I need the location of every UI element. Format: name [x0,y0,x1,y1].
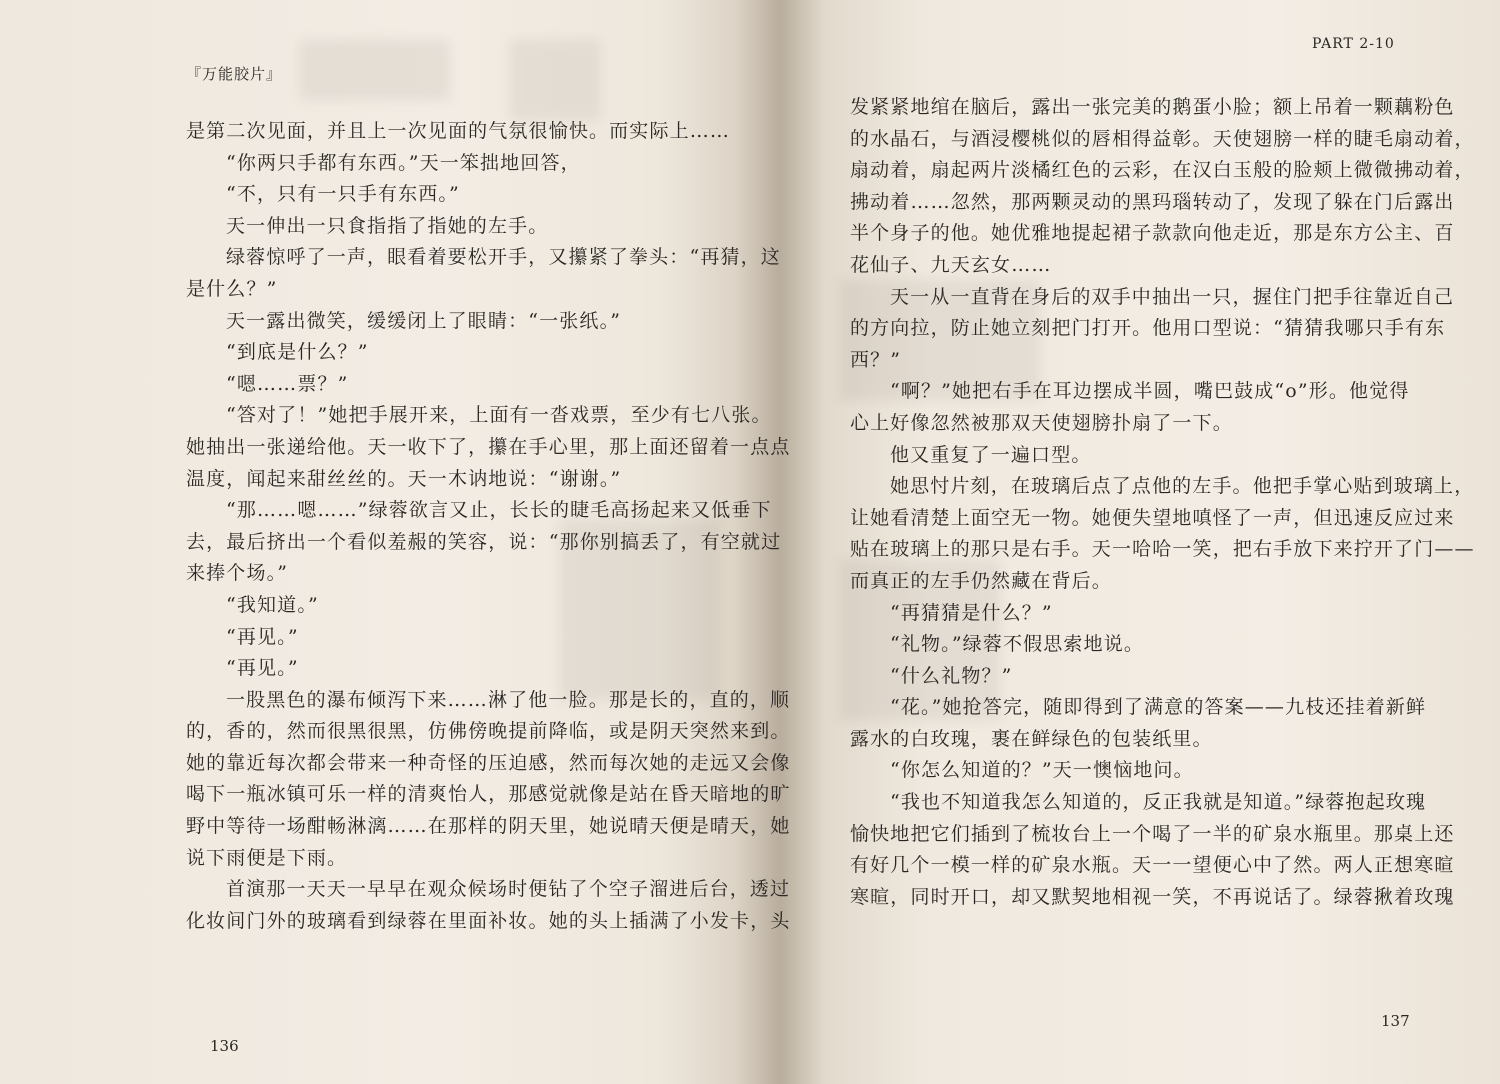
text-line: 天一伸出一只食指指了指她的左手。 [226,214,549,237]
page-number-left: 136 [210,1037,239,1055]
text-line: 半个身子的他。她优雅地提起裙子款款向他走近，那是东方公主、百 [850,222,1455,245]
text-line: “再猜猜是什么？” [890,601,1053,624]
text-line: 贴在玻璃上的那只是右手。天一哈哈一笑，把右手放下来拧开了门—— [850,538,1475,561]
show-through-shadow [510,40,600,120]
text-line: “再见。” [226,625,299,648]
text-line: 西？” [850,348,902,371]
text-line: 是什么？” [186,277,278,300]
text-line: 愉快地把它们插到了梳妆台上一个喝了一半的矿泉水瓶里。那桌上还 [850,822,1455,845]
text-line: 天一露出微笑，缓缓闭上了眼睛：“一张纸。” [226,309,622,332]
text-line: 去，最后挤出一个看似羞赧的笑容，说：“那你别搞丢了，有空就过 [186,530,782,553]
text-line: 她的靠近每次都会带来一种奇怪的压迫感，然而每次她的走远又会像 [186,751,791,774]
text-line: “答对了！”她把手展开来，上面有一沓戏票，至少有七八张。 [226,404,772,427]
text-line: 来捧个场。” [186,562,289,585]
text-line: 寒暄，同时开口，却又默契地相视一笑，不再说话了。绿蓉揪着玫瑰 [850,885,1455,908]
text-line: 扇动着，扇起两片淡橘红色的云彩，在汉白玉般的脸颊上微微拂动着， [850,159,1475,182]
text-line: “我也不知道我怎么知道的，反正我就是知道。”绿蓉抱起玫瑰 [890,791,1427,814]
text-line: 有好几个一模一样的矿泉水瓶。天一一望便心中了然。两人正想寒暄 [850,854,1455,877]
text-line: “啊？”她把右手在耳边摆成半圆，嘴巴鼓成“o”形。他觉得 [890,380,1410,403]
text-line: 绿蓉惊呼了一声，眼看着要松开手，又攥紧了拳头：“再猜，这 [226,246,781,269]
text-line: 说下雨便是下雨。 [186,846,348,869]
text-line: 的，香的，然而很黑很黑，仿佛傍晚提前降临，或是阴天突然来到。 [186,720,791,743]
text-line: 而真正的左手仍然藏在背后。 [850,569,1112,592]
text-line: 他又重复了一遍口型。 [890,443,1092,466]
text-line: “嗯……票？” [226,372,349,395]
text-line: 首演那一天天一早早在观众候场时便钻了个空子溜进后台，透过 [226,878,791,901]
text-line: 发紧紧地绾在脑后，露出一张完美的鹅蛋小脸；额上吊着一颗藕粉色 [850,96,1455,118]
text-line: 露水的白玫瑰，裹在鲜绿色的包装纸里。 [850,727,1213,750]
running-head-left: 『万能胶片』 [186,65,283,83]
right-page-text [850,92,1475,913]
text-line: “我知道。” [226,593,319,616]
text-line: 花仙子、九天玄女…… [850,253,1052,276]
text-line: 让她看清楚上面空无一物。她便失望地嗔怪了一声，但迅速反应过来 [850,506,1455,529]
text-line: 是第二次见面，并且上一次见面的气氛很愉快。而实际上…… [186,120,731,142]
running-head-right: PART 2-10 [1312,36,1395,52]
text-line: 的水晶石，与酒浸樱桃似的唇相得益彰。天使翅膀一样的睫毛扇动着， [850,127,1475,150]
text-line: 野中等待一场酣畅淋漓……在那样的阴天里，她说晴天便是晴天，她 [186,815,791,838]
page-number-right: 137 [1381,1012,1410,1030]
text-line: 天一从一直背在身后的双手中抽出一只，握住门把手往靠近自己 [890,285,1455,308]
text-line: 她抽出一张递给他。天一收下了，攥在手心里，那上面还留着一点点 [186,435,791,458]
text-line: “那……嗯……”绿蓉欲言又止，长长的睫毛高扬起来又低垂下 [226,499,772,522]
text-line: “你怎么知道的？”天一懊恼地问。 [890,759,1194,782]
text-line: “什么礼物？” [890,664,1013,687]
text-line: 化妆间门外的玻璃看到绿蓉在里面补妆。她的头上插满了小发卡，头 [186,909,791,932]
text-line: “你两只手都有东西。”天一笨拙地回答， [226,151,581,174]
text-line: 温度，闻起来甜丝丝的。天一木讷地说：“谢谢。” [186,467,622,490]
right-page [800,0,1500,1084]
text-line: “花。”她抢答完，随即得到了满意的答案——九枝还挂着新鲜 [890,696,1427,719]
text-line: 心上好像忽然被那双天使翅膀扑扇了一下。 [850,411,1233,434]
text-line: “再见。” [226,657,299,680]
text-line: 拂动着……忽然，那两颗灵动的黑玛瑙转动了，发现了躲在门后露出 [850,190,1455,213]
text-line: 她思忖片刻，在玻璃后点了点他的左手。他把手掌心贴到玻璃上， [890,475,1475,498]
text-line: 一股黑色的瀑布倾泻下来……淋了他一脸。那是长的，直的，顺 [226,688,791,711]
left-page-text [186,116,791,937]
text-line: 喝下一瓶冰镇可乐一样的清爽怡人，那感觉就像是站在昏天暗地的旷 [186,783,791,806]
text-line: “到底是什么？” [226,341,369,364]
text-line: 的方向拉，防止她立刻把门打开。他用口型说：“猜猜我哪只手有东 [850,317,1446,340]
text-line: “不，只有一只手有东西。” [226,183,460,206]
show-through-shadow [300,40,450,100]
text-line: “礼物。”绿蓉不假思索地说。 [890,633,1145,656]
